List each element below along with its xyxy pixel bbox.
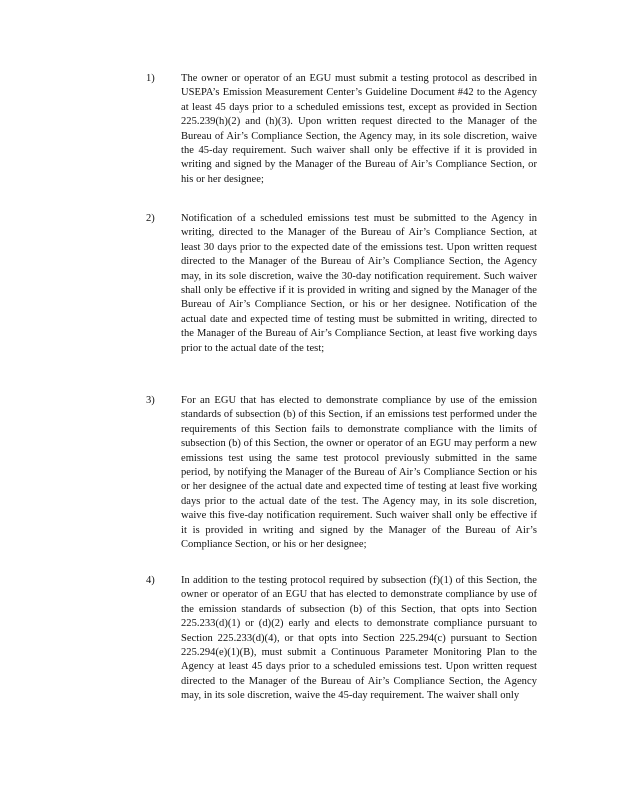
item-number: 1)	[146, 73, 155, 84]
item-text: The owner or operator of an EGU must submit a testing protocol as described in USEPA’s Emission Measurement Center’s Guideline Document #42 to the Agency at least 45 days prior to a scheduled emissions test, except as provided in Section 225.239(h)(2) and (h)(3). Upon written request directed to the Manager of the Bureau of Air’s Compliance Section, the Agency may, in its sole discretion, waive the 45-day requirement. Such waiver shall only be effective if it is provided in writing and signed by the Manager of the Bureau of Air’s Compliance Section, or his or her designee;	[181, 73, 537, 185]
item-text: Notification of a scheduled emissions test must be submitted to the Agency in writing, directed to the Manager of the Bureau of Air’s Compliance Section, at least 30 days prior to the expected date of the emissions test. Upon written request directed to the Manager of the Bureau of Air’s Compliance Section, the Agency may, in its sole discretion, waive the 30-day notification requirement. Such waiver shall only be effective if it is provided in writing and signed by the Manager of the Bureau of Air’s Compliance Section, or his or her designee. Notification of the actual date and expected time of testing must be submitted in writing, directed to the Manager of the Bureau of Air’s Compliance Section, at least five working days prior to the actual date of the test;	[181, 213, 537, 354]
item-number: 4)	[146, 575, 155, 586]
item-number: 2)	[146, 213, 155, 224]
item-number: 3)	[146, 395, 155, 406]
item-text: In addition to the testing protocol required by subsection (f)(1) of this Section, the owner or operator of an EGU that has elected to demonstrate compliance by use of the emission standards of subsection (b) of this Section, that opts into Section 225.233(d)(1) or (d)(2) early and elects to demonstrate compliance pursuant to Section 225.233(d)(4), or that opts into Section 225.294(c) pursuant to Section 225.294(e)(1)(B), must submit a Continuous Parameter Monitoring Plan to the Agency at least 45 days prior to a scheduled emissions test. Upon written request directed to the Manager of the Bureau of Air’s Compliance Section, the Agency may, in its sole discretion, waive the 45-day requirement. The waiver shall only	[181, 575, 537, 702]
item-text: For an EGU that has elected to demonstrate compliance by use of the emission standards of subsection (b) of this Section, if an emissions test performed under the requirements of this Section fails to demonstrate compliance with the limits of subsection (b) of this Section, the owner or operator of an EGU may perform a new emissions test using the same test protocol previously submitted in the same period, by notifying the Manager of the Bureau of Air’s Compliance Section or his or her designee of the actual date and expected time of testing at least five working days prior to the actual date of the test. The Agency may, in its sole discretion, waive this five-day notification requirement. Such waiver shall only be effective if it is provided in writing and signed by the Manager of the Bureau of Air’s Compliance Section, or his or her designee;	[181, 395, 537, 551]
